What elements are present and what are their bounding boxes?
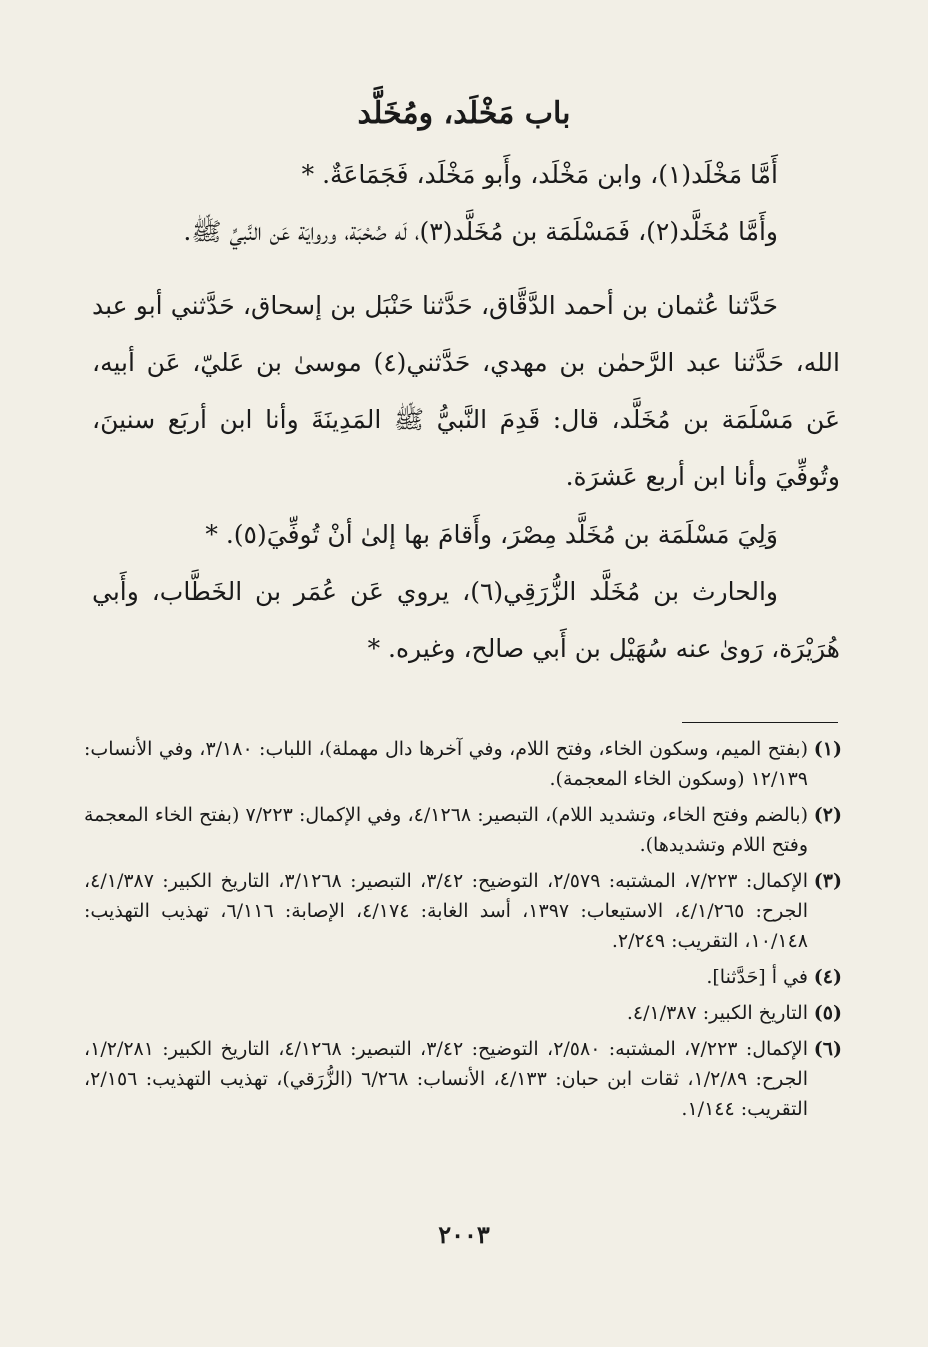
paragraph-maslama-egypt: وَلِيَ مَسْلَمَة بن مُخَلَّد مِصْرَ، وأَقامَ بها إلىٰ أنْ تُوفِّيَ(٥). * [205,519,778,549]
page-title: باب مَخْلَد، ومُخَلَّد [357,96,571,131]
footnote-text: الإكمال: ٧/٢٢٣، المشتبه: ٢/٥٧٩، التوضيح: ٣/٤٢، التبصير: ٣/١٢٦٨، التاريخ الكبير: ٤/١/٣٨٧، الجرح: ٤/١/٢٦٥، الاستيعاب: ١٣٩٧، أسد الغابة: ٤/١٧٤، الإصابة: ٦/١١٦، تهذيب التهذيب: ١٠/١٤٨، التقريب: ٢/٢٤٩. [84,870,808,952]
footnote-number: (٦) [813,1038,842,1060]
footnote-item [84,998,842,1028]
paragraph-harith: والحارث بن مُخَلَّد الزُّرَقِي(٦)، يروي عَن عُمَر بن الخَطَّاب، وأَبي هُرَيْرَة، رَوىٰ عنه سُهَيْل بن أَبي صالح، وغيره. * [92,577,840,664]
main-text [92,146,840,678]
page-number: ٢٠٠٣ [438,1220,490,1249]
footnote-item [84,734,842,794]
footnote-text: الإكمال: ٧/٢٢٣، المشتبه: ٢/٥٨٠، التوضيح: ٣/٤٢، التبصير: ٤/١٢٦٨، التاريخ الكبير: ١/٢/٢٨١، الجرح: ١/٢/٨٩، ثقات ابن حبان: ٤/١٣٣، الأنساب: ٦/٢٦٨ (الزُّرَقي)، تهذيب التهذيب: ٢/١٥٦، التقريب: ١/١٤٤. [84,1038,808,1120]
paragraph-hadith: حَدَّثنا عُثمان بن أحمد الدَّقَّاق، حَدَّثنا حَنْبَل بن إسحاق، حَدَّثني أبو عبد الله، حَدَّثنا عبد الرَّحمٰن بن مهدي، حَدَّثني(٤) موسىٰ بن عَليّ، عَن أبيه، عَن مَسْلَمَة بن مُخَلَّد، قال: قَدِمَ النَّبيُّ ﷺ المَدِينَةَ وأنا ابن أربَع سنينَ، وتُوفِّيَ وأنا ابن أربع عَشرَة. [92,290,840,492]
footnote-text: التاريخ الكبير: ٤/١/٣٨٧. [626,1002,808,1024]
footnote-text: (بالضم وفتح الخاء، وتشديد اللام)، التبصير: ٤/١٢٦٨، وفي الإكمال: ٧/٢٢٣ (بفتح الخاء المعجمة وفتح اللام وتشديدها). [84,804,808,856]
footnote-item [84,800,842,860]
footnote-text: (بفتح الميم، وسكون الخاء، وفتح اللام، وفي آخرها دال مهملة)، اللباب: ٣/١٨٠، وفي الأنساب: ١٢/١٣٩ (وسكون الخاء المعجمة). [84,738,808,790]
footnote-number: (٤) [813,966,842,988]
paragraph-mukhallad: وأَمَّا مُخَلَّد(٢)، فَمَسْلَمَة بن مُخَلَّد(٣)، لَه صُحْبَة، وروايَة عَن النَّبيِّ ﷺ. [183,217,778,247]
footnotes [84,734,842,1130]
footnote-number: (٣) [813,870,842,892]
footnote-item [84,1034,842,1124]
footnote-item [84,962,842,992]
footnote-item [84,866,842,956]
footnote-number: (١) [813,738,842,760]
paragraph-makhlad: أَمَّا مَخْلَد(١)، وابن مَخْلَد، وأَبو مَخْلَد، فَجَمَاعَةٌ. * [301,160,778,189]
footnote-number: (٢) [813,804,842,826]
footnote-separator [682,722,838,723]
footnote-text: في أ [حَدَّثنا]. [706,966,808,988]
footnote-number: (٥) [813,1002,842,1024]
